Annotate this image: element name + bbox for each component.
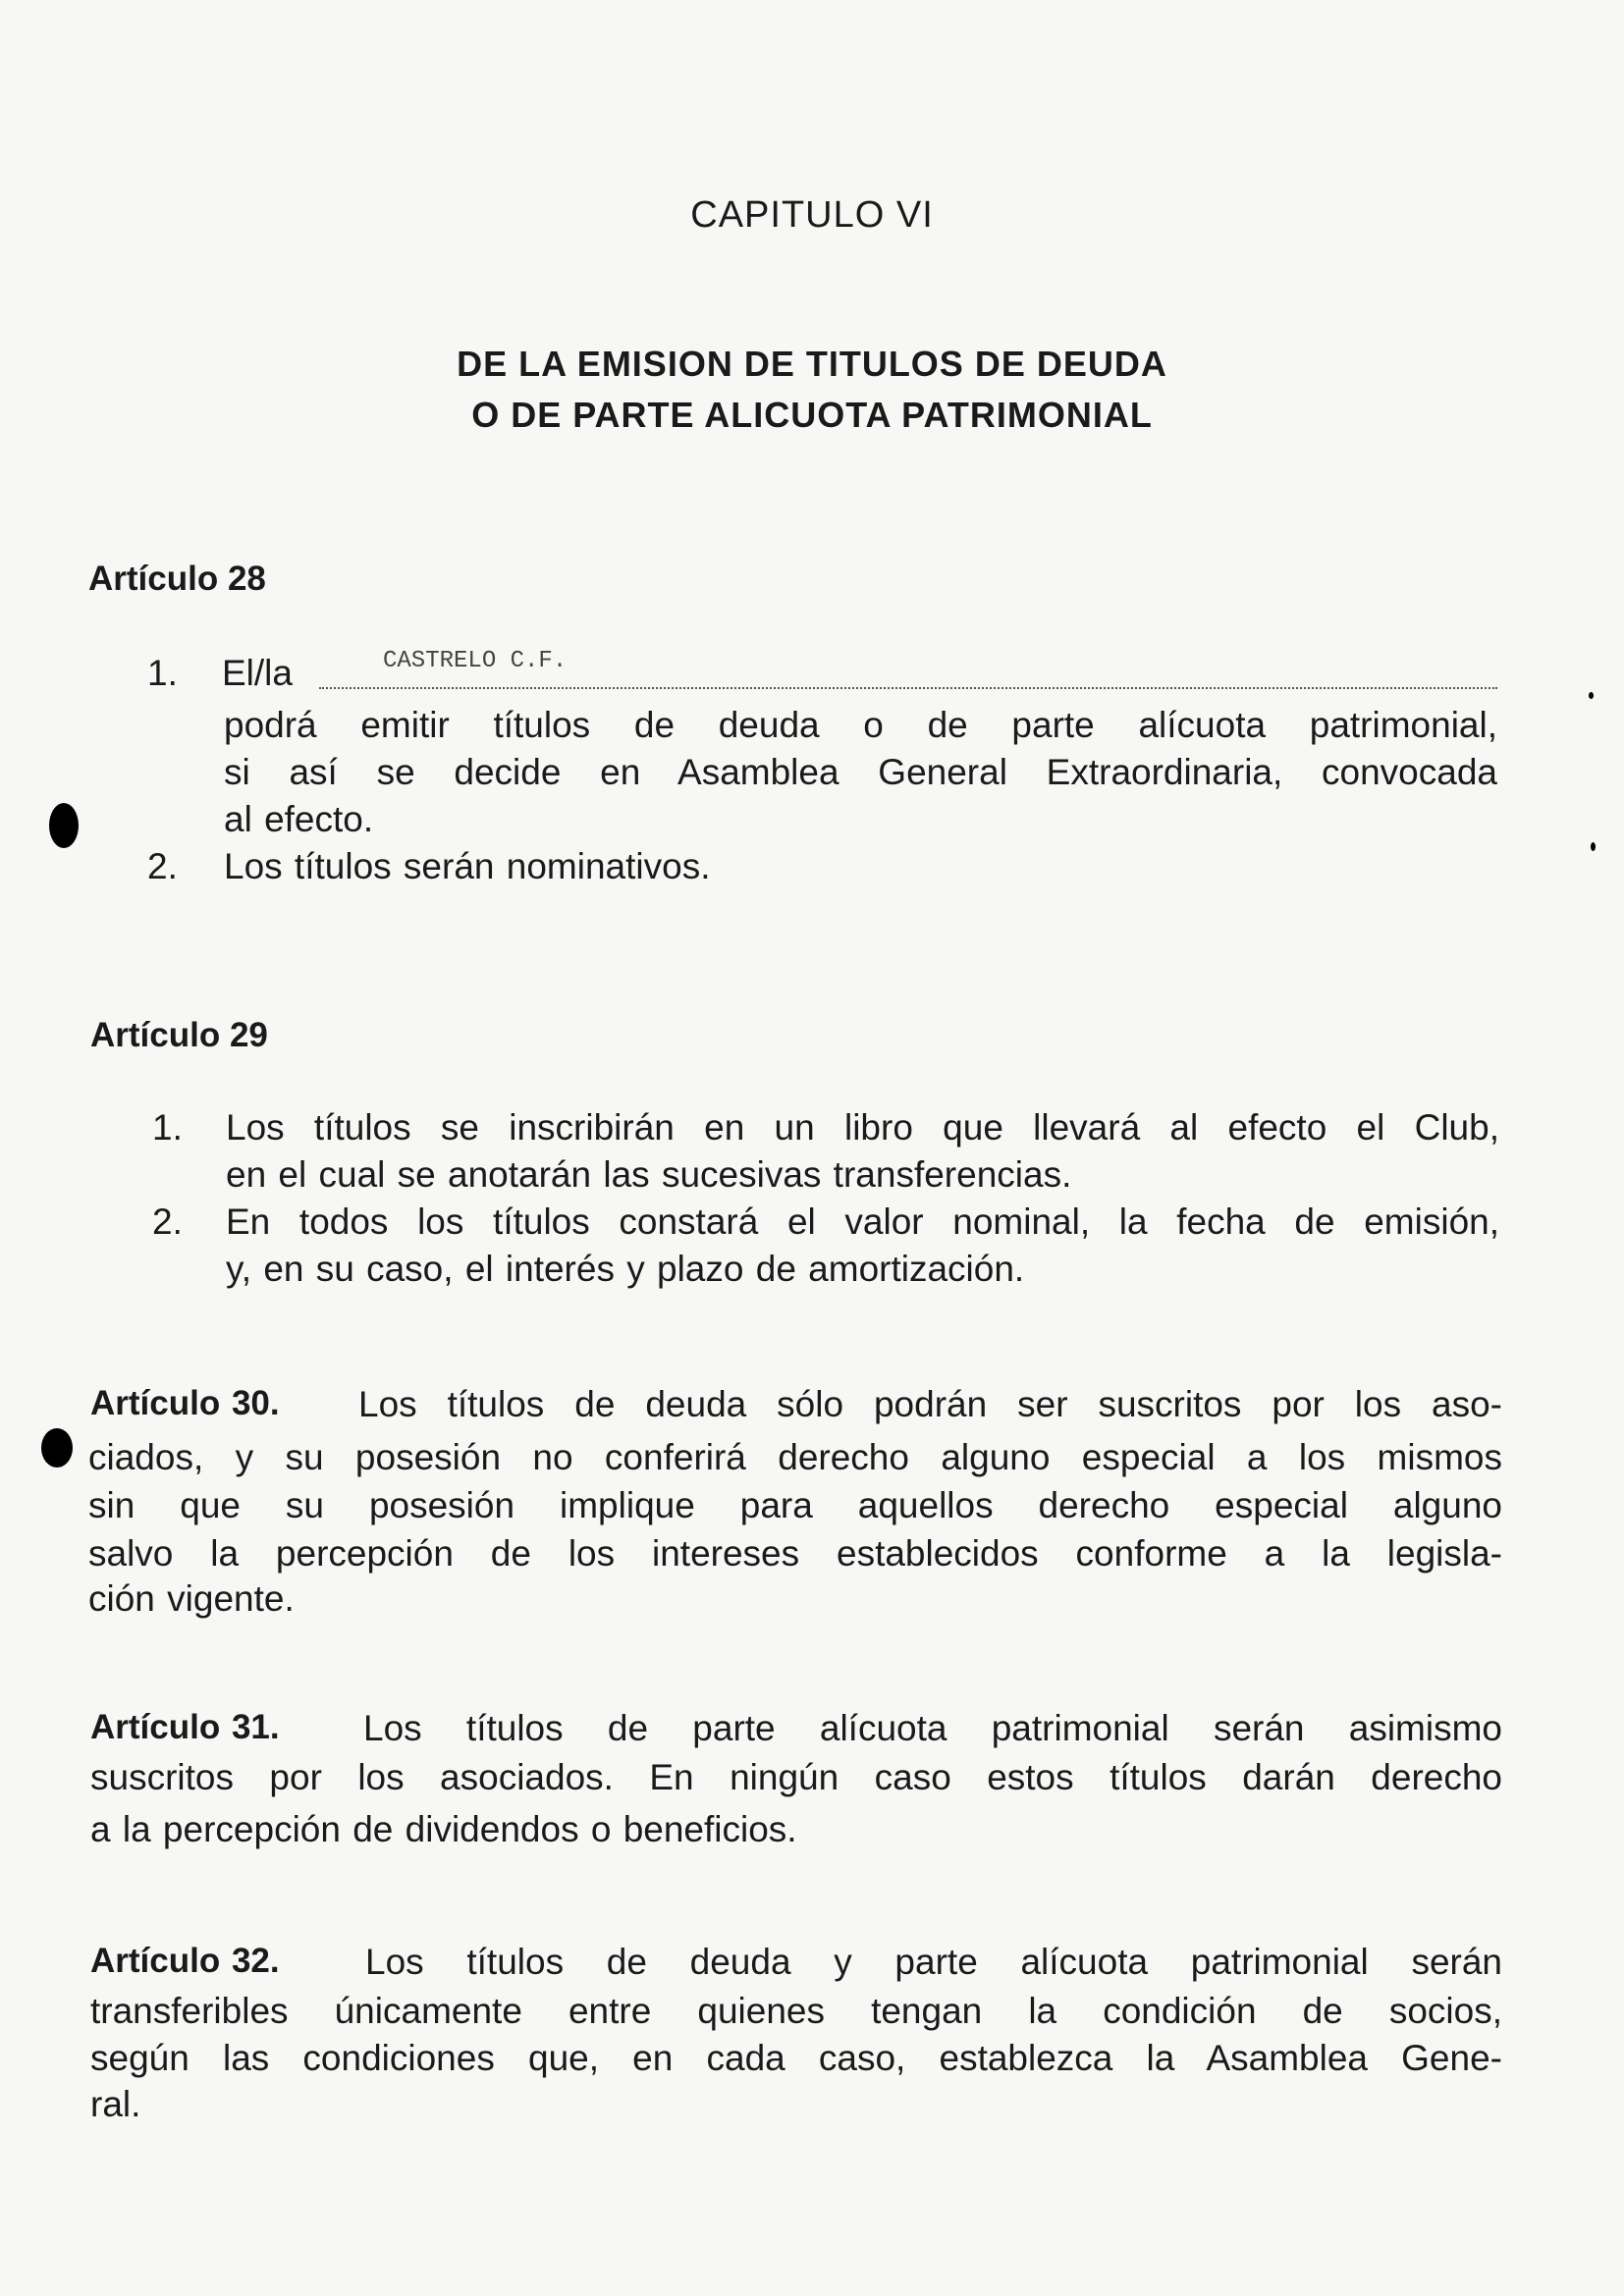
article-29-title: Artículo 29 <box>90 1016 268 1054</box>
section-heading-line-1: DE LA EMISION DE TITULOS DE DEUDA <box>457 344 1167 384</box>
article-32-title: Artículo 32. <box>90 1942 280 1980</box>
punch-hole-mark <box>49 803 79 848</box>
article-32-line: según las condiciones que, en cada caso, establezca la Asamblea Gene- <box>90 2038 1502 2078</box>
article-31-line: suscritos por los asociados. En ningún caso estos títulos darán derecho <box>90 1757 1502 1797</box>
article-29-item-1-line: Los títulos se inscribirán en un libro que llevará al efecto el Club, <box>226 1107 1499 1148</box>
article-30-line: Los títulos de deuda sólo podrán ser suscritos por los aso- <box>358 1384 1502 1424</box>
punch-hole-mark <box>41 1428 73 1468</box>
article-29-item-1-line: en el cual se anotarán las sucesivas transferencias. <box>226 1154 1072 1195</box>
article-32-line: transferibles únicamente entre quienes tengan la condición de socios, <box>90 1991 1502 2031</box>
chapter-title: CAPITULO VI <box>690 194 934 236</box>
section-heading-line-2: O DE PARTE ALICUOTA PATRIMONIAL <box>471 395 1153 435</box>
article-30-title: Artículo 30. <box>90 1384 280 1422</box>
article-28-item-1-line: podrá emitir títulos de deuda o de parte alícuota patrimonial, <box>224 705 1497 745</box>
article-28-title: Artículo 28 <box>88 560 266 598</box>
article-30-line: ción vigente. <box>88 1578 295 1619</box>
article-28-item-1-line: al efecto. <box>224 799 374 839</box>
article-28-item-1-prefix: El/la <box>222 653 293 693</box>
article-29-item-2-number: 2. <box>152 1201 183 1242</box>
scan-speck <box>1591 842 1596 851</box>
article-30-line: salvo la percepción de los intereses establecidos conforme a la legisla- <box>88 1533 1502 1574</box>
article-30-line: ciados, y su posesión no conferirá derecho alguno especial a los mismos <box>88 1437 1502 1477</box>
article-29-item-2-line: En todos los títulos constará el valor nominal, la fecha de emisión, <box>226 1201 1499 1242</box>
article-31-title: Artículo 31. <box>90 1708 280 1746</box>
article-28-item-2-number: 2. <box>147 846 178 886</box>
article-32-line: Los títulos de deuda y parte alícuota patrimonial serán <box>365 1942 1502 1982</box>
article-32-line: ral. <box>90 2084 141 2124</box>
club-name-typed: CASTRELO C.F. <box>383 648 568 674</box>
article-29-item-1-number: 1. <box>152 1107 183 1148</box>
article-29-item-2-line: y, en su caso, el interés y plazo de amortización. <box>226 1249 1025 1289</box>
scan-speck <box>1589 692 1594 699</box>
article-31-line: Los títulos de parte alícuota patrimonial serán asimismo <box>363 1708 1502 1748</box>
article-30-line: sin que su posesión implique para aquellos derecho especial alguno <box>88 1485 1502 1525</box>
article-28-item-1-number: 1. <box>147 653 178 693</box>
fill-in-dotted-line <box>319 687 1497 689</box>
article-31-line: a la percepción de dividendos o beneficios. <box>90 1809 797 1849</box>
article-28-item-2-text: Los títulos serán nominativos. <box>224 846 711 886</box>
article-28-item-1-line: si así se decide en Asamblea General Extraordinaria, convocada <box>224 752 1497 792</box>
